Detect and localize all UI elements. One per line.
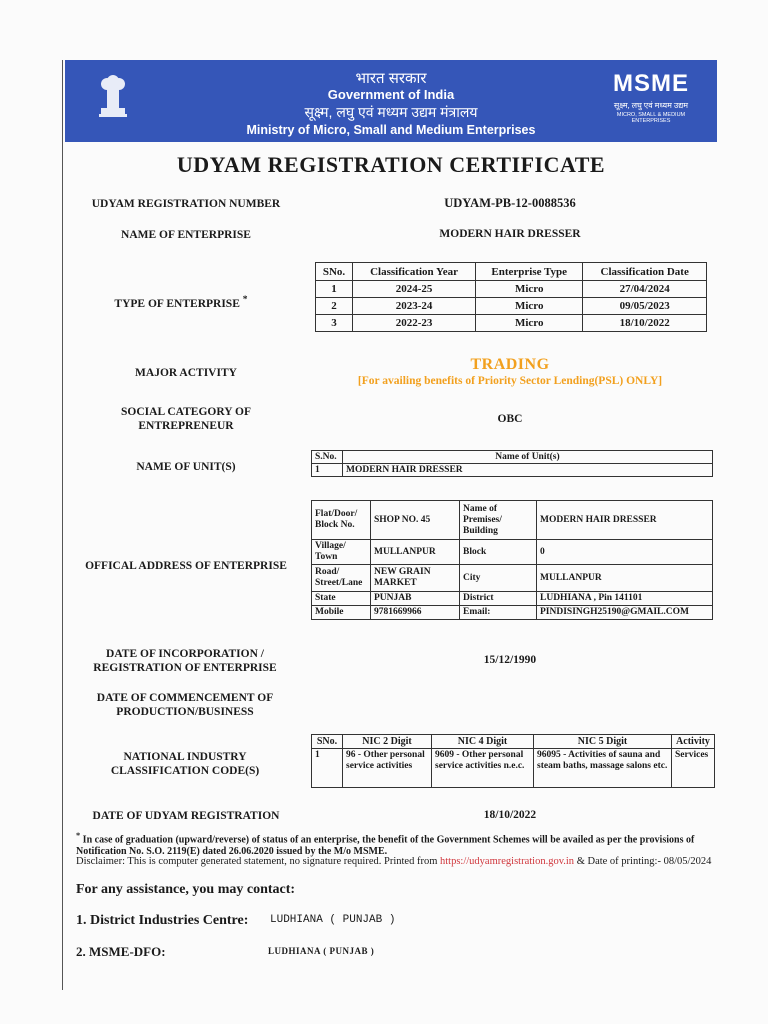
incorporation-label: DATE OF INCORPORATION / REGISTRATION OF ENTERPRISE <box>93 648 277 674</box>
units-table <box>311 450 713 477</box>
table-header-row <box>312 735 715 749</box>
village-value: MULLANPUR <box>371 540 460 565</box>
column-header: Name of Unit(s) <box>343 451 713 464</box>
type-of-enterprise-text: TYPE OF ENTERPRISE <box>114 297 240 310</box>
column-header: Classification Date <box>583 263 707 281</box>
table-row <box>312 749 715 788</box>
dic-label: 1. District Industries Centre: <box>76 913 249 928</box>
disclaimer-link[interactable]: https://udyamregistration.gov.in <box>440 856 575 867</box>
column-header: Activity <box>672 735 715 749</box>
disclaimer <box>76 856 726 867</box>
msme-logo-english: MICRO, SMALL & MEDIUM ENTERPRISES <box>616 112 686 124</box>
road-label: Road/ Street/Lane <box>312 565 371 592</box>
disclaimer-print-date: & Date of printing:- 08/05/2024 <box>574 856 712 867</box>
header-ministry-name: Ministry of Micro, Small and Medium Enterprises <box>246 123 536 137</box>
column-header: SNo. <box>312 735 343 749</box>
social-category-label: SOCIAL CATEGORY OF ENTREPRENEUR <box>121 406 251 432</box>
table-cell: 1 <box>312 464 343 477</box>
table-row <box>312 606 713 620</box>
table-cell: 1 <box>312 749 343 788</box>
table-row <box>316 281 707 298</box>
table-cell: 09/05/2023 <box>583 298 707 315</box>
page-border-line <box>62 60 63 990</box>
table-row <box>312 540 713 565</box>
enterprise-name-label: NAME OF ENTERPRISE <box>121 229 251 241</box>
major-activity-block <box>300 356 720 387</box>
flat-label: Flat/Door/ Block No. <box>312 501 371 540</box>
classification-table <box>315 262 707 332</box>
table-cell: 2023-24 <box>353 298 476 315</box>
units-label: NAME OF UNIT(S) <box>136 461 236 473</box>
address-label: OFFICAL ADDRESS OF ENTERPRISE <box>85 560 287 572</box>
address-table <box>311 500 713 620</box>
graduation-note <box>76 830 716 858</box>
table-cell: Micro <box>476 298 583 315</box>
udyam-date-label: DATE OF UDYAM REGISTRATION <box>92 810 280 822</box>
table-cell: 2022-23 <box>353 315 476 332</box>
commencement-label: DATE OF COMMENCEMENT OF PRODUCTION/BUSINESS <box>96 692 274 718</box>
column-header: S.No. <box>312 451 343 464</box>
mobile-label: Mobile <box>312 606 371 620</box>
email-label: Email: <box>460 606 537 620</box>
village-label: Village/ Town <box>312 540 371 565</box>
social-category-value: OBC <box>497 413 523 425</box>
graduation-note-text: In case of graduation (upward/reverse) of status of an enterprise, the benefit of the Government Schemes will be availed as per the provisions of Notification No. S.O. 2119(E) dated 26.06.2020 issued by the M/o MSME. <box>76 834 695 858</box>
certificate-title: UDYAM REGISTRATION CERTIFICATE <box>176 152 606 177</box>
certificate-header <box>65 60 717 142</box>
enterprise-name-value: MODERN HAIR DRESSER <box>439 228 581 240</box>
district-value: LUDHIANA , Pin 141101 <box>537 592 713 606</box>
dic-value: LUDHIANA ( PUNJAB ) <box>270 914 396 926</box>
msme-logo-text: MSME <box>613 70 689 97</box>
table-cell: 9609 - Other personal service activities n.e.c. <box>432 749 534 788</box>
block-label: Block <box>460 540 537 565</box>
table-row <box>316 298 707 315</box>
reg-number-label: UDYAM REGISTRATION NUMBER <box>91 198 281 210</box>
udyam-date-value: 18/10/2022 <box>483 809 537 821</box>
table-row <box>312 565 713 592</box>
disclaimer-text: Disclaimer: This is computer generated statement, no signature required. Printed from <box>76 856 440 867</box>
city-value: MULLANPUR <box>537 565 713 592</box>
mobile-value: 9781669966 <box>371 606 460 620</box>
major-activity-note: [For availing benefits of Priority Sector Lending(PSL) ONLY] <box>357 375 663 387</box>
table-cell: Services <box>672 749 715 788</box>
column-header: Enterprise Type <box>476 263 583 281</box>
table-cell: 96095 - Activities of sauna and steam baths, massage salons etc. <box>534 749 672 788</box>
nic-label: NATIONAL INDUSTRY CLASSIFICATION CODE(S) <box>110 751 260 777</box>
table-cell: Micro <box>476 315 583 332</box>
column-header: NIC 2 Digit <box>343 735 432 749</box>
city-label: City <box>460 565 537 592</box>
nic-table <box>311 734 715 788</box>
road-value: NEW GRAIN MARKET <box>371 565 460 592</box>
email-value: PINDISINGH25190@GMAIL.COM <box>537 606 713 620</box>
district-label: District <box>460 592 537 606</box>
state-value: PUNJAB <box>371 592 460 606</box>
table-cell: 3 <box>316 315 353 332</box>
msme-logo-hindi: सूक्ष्म, लघु एवं मध्यम उद्यम <box>613 101 689 110</box>
table-cell: 1 <box>316 281 353 298</box>
column-header: NIC 5 Digit <box>534 735 672 749</box>
table-header-row <box>312 451 713 464</box>
state-label: State <box>312 592 371 606</box>
graduation-note-star: * <box>76 831 81 840</box>
table-row <box>312 464 713 477</box>
flat-value: SHOP NO. 45 <box>371 501 460 540</box>
reg-number-value: UDYAM-PB-12-0088536 <box>444 196 576 210</box>
table-cell: 27/04/2024 <box>583 281 707 298</box>
column-header: SNo. <box>316 263 353 281</box>
header-hindi-ministry: सूक्ष्म, लघु एवं मध्यम उद्यम मंत्रालय <box>304 104 478 120</box>
type-of-enterprise-label <box>96 293 266 311</box>
column-header: Classification Year <box>353 263 476 281</box>
assistance-heading: For any assistance, you may contact: <box>76 882 296 897</box>
type-of-enterprise-star: * <box>242 294 248 305</box>
premises-value: MODERN HAIR DRESSER <box>537 501 713 540</box>
msme-dfo-value: LUDHIANA ( PUNJAB ) <box>268 946 375 956</box>
major-activity-label: MAJOR ACTIVITY <box>135 367 237 379</box>
table-cell: 18/10/2022 <box>583 315 707 332</box>
table-cell: Micro <box>476 281 583 298</box>
header-hindi-government: भारत सरकार <box>355 70 427 87</box>
table-row <box>312 501 713 540</box>
header-government-of-india: Government of India <box>327 87 455 102</box>
column-header: NIC 4 Digit <box>432 735 534 749</box>
msme-logo <box>599 70 703 124</box>
incorporation-value: 15/12/1990 <box>483 654 537 666</box>
table-cell: 2 <box>316 298 353 315</box>
major-activity-value: TRADING <box>470 356 550 373</box>
table-cell: 96 - Other personal service activities <box>343 749 432 788</box>
table-cell: 2024-25 <box>353 281 476 298</box>
table-row <box>312 592 713 606</box>
block-value: 0 <box>537 540 713 565</box>
premises-label: Name of Premises/ Building <box>460 501 537 540</box>
table-header-row <box>316 263 707 281</box>
msme-dfo-label: 2. MSME-DFO: <box>76 944 166 959</box>
table-cell: MODERN HAIR DRESSER <box>343 464 713 477</box>
table-row <box>316 315 707 332</box>
